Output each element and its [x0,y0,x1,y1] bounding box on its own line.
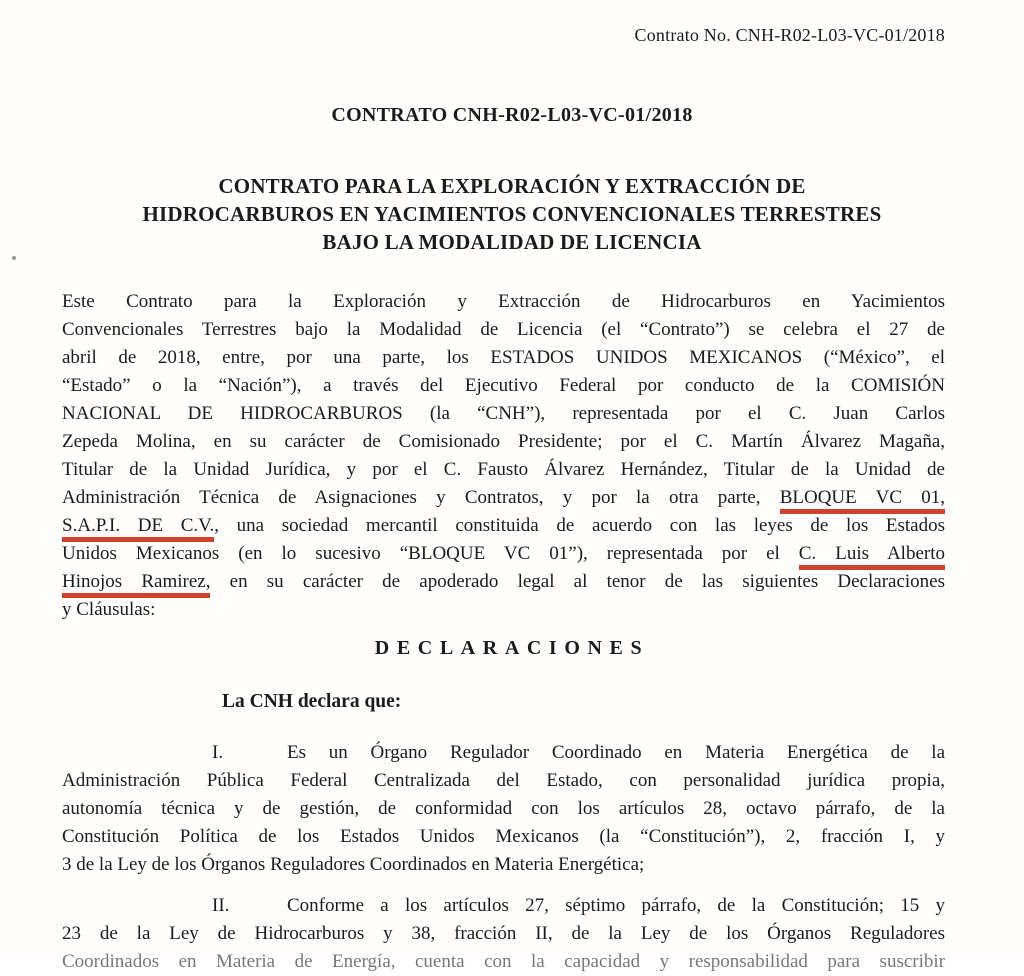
red-underlined-text: C. Luis Alberto [799,543,945,570]
text-segment: Constitución Política de los Estados Unidos Mexicanos (la “Constitución”), 2, fracción I, y [62,826,945,847]
text-segment: en su carácter de apoderado legal al tenor de las siguientes Declaraciones [210,571,945,592]
text-segment: Unidos Mexicanos (en lo sucesivo “BLOQUE VC 01”), representada por el [62,543,799,564]
text-line [62,596,945,624]
contract-subtitle [0,172,1024,256]
text-line [62,372,945,400]
header-contract-number: Contrato No. CNH-R02-L03-VC-01/2018 [634,25,945,45]
text-line [62,400,945,428]
text-line [62,484,945,512]
text-segment: Zepeda Molina, en su carácter de Comisionado Presidente; por el C. Martín Álvarez Magaña, [62,431,945,452]
text-line [62,892,945,920]
subtitle-line-1: CONTRATO PARA LA EXPLORACIÓN Y EXTRACCIÓN DE [218,174,806,198]
clause-numeral: II. [212,895,230,916]
text-line [62,428,945,456]
red-underlined-text: S.A.P.I. DE C.V. [62,515,214,542]
red-underlined-text: Hinojos Ramirez, [62,571,210,598]
text-segment: Conforme a los artículos 27, séptimo párrafo, de la Constitución; 15 y [287,895,945,916]
text-segment: 3 de la Ley de los Órganos Reguladores Coordinados en Materia Energética; [62,854,645,875]
text-line [62,739,945,767]
text-line [62,823,945,851]
text-segment: autonomía técnica y de gestión, de conformidad con los artículos 28, octavo párrafo, de la [62,798,945,819]
text-line [62,540,945,568]
text-segment: Este Contrato para la Exploración y Extracción de Hidrocarburos en Yacimientos [62,291,945,312]
text-line [62,568,945,596]
text-segment: y Cláusulas: [62,599,156,620]
cnh-declara-intro: La CNH declara que: [222,691,402,712]
text-segment: abril de 2018, entre, por una parte, los ESTADOS UNIDOS MEXICANOS (“México”, el [62,347,945,368]
declaraciones-heading: DECLARACIONES [374,637,650,659]
opening-paragraph [62,288,945,624]
text-line [62,456,945,484]
scan-artifact-dot [12,256,16,260]
text-line [62,344,945,372]
contract-title: CONTRATO CNH-R02-L03-VC-01/2018 [331,104,693,126]
clause-numeral: I. [212,742,224,763]
declaration-clause-2 [62,892,945,976]
clipped-text-line [62,948,945,976]
text-line [62,288,945,316]
subtitle-line-3: BAJO LA MODALIDAD DE LICENCIA [322,230,702,254]
text-line [62,920,945,948]
text-segment: Administración Técnica de Asignaciones y Contratos, y por la otra parte, [62,487,780,508]
text-segment: , una sociedad mercantil constituida de acuerdo con las leyes de los Estados [214,515,945,536]
text-line [62,512,945,540]
text-line [62,795,945,823]
subtitle-line-2: HIDROCARBUROS EN YACIMIENTOS CONVENCIONALES TERRESTRES [142,202,882,226]
text-segment: 23 de la Ley de Hidrocarburos y 38, fracción II, de la Ley de los Órganos Reguladores [62,923,945,944]
text-line [62,851,945,879]
text-segment: Convencionales Terrestres bajo la Modalidad de Licencia (el “Contrato”) se celebra el 27 de [62,319,945,340]
text-line [62,316,945,344]
text-segment: “Estado” o la “Nación”), a través del Ejecutivo Federal por conducto de la COMISIÓN [62,375,945,396]
text-line [62,767,945,795]
text-segment: Titular de la Unidad Jurídica, y por el C. Fausto Álvarez Hernández, Titular de la Unidad de [62,459,945,480]
text-segment: Administración Pública Federal Centralizada del Estado, con personalidad jurídica propia, [62,770,945,791]
text-segment: Coordinados en Materia de Energía, cuenta con la capacidad y responsabilidad para suscribir [62,951,945,972]
declaration-clause-1 [62,739,945,879]
text-segment: NACIONAL DE HIDROCARBUROS (la “CNH”), representada por el C. Juan Carlos [62,403,945,424]
red-underlined-text: BLOQUE VC 01, [780,487,945,514]
text-segment: Es un Órgano Regulador Coordinado en Materia Energética de la [287,742,945,763]
